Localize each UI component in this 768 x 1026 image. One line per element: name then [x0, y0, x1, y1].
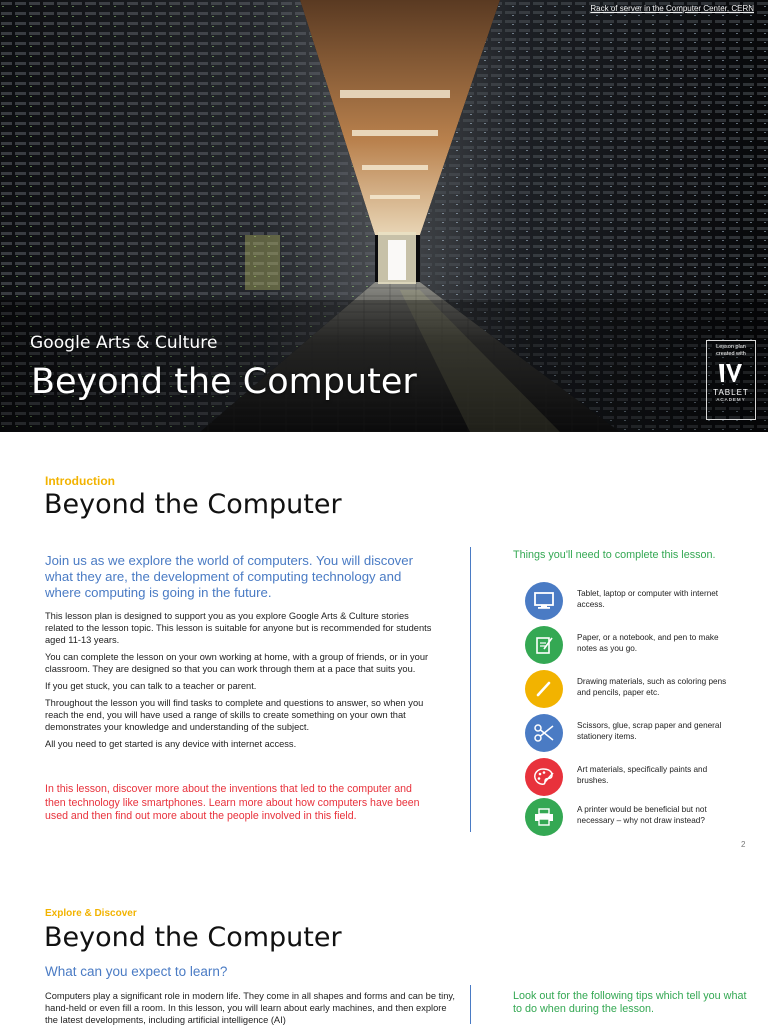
intro-title: Beyond the Computer	[44, 489, 342, 520]
palette-icon	[525, 758, 563, 796]
column-divider	[470, 985, 471, 1024]
column-divider	[470, 547, 471, 832]
scissors-icon	[525, 714, 563, 752]
printer-icon	[525, 798, 563, 836]
list-item	[525, 798, 765, 836]
list-item	[525, 626, 765, 664]
intro-paragraph: All you need to get started is any device with internet access.	[45, 739, 297, 749]
tablet-academy-logo-icon	[707, 364, 755, 387]
intro-lead: Join us as we explore the world of computers. You will discover what they are, the development of computing technology and where computing is going in the future.	[45, 553, 413, 600]
need-text: Scissors, glue, scrap paper and general stationery items.	[577, 721, 722, 741]
hero-image	[0, 0, 768, 432]
badge-name: TABLET	[713, 388, 749, 397]
list-item	[525, 582, 765, 620]
list-item	[525, 670, 765, 708]
pencil-icon	[525, 670, 563, 708]
badge-caption: Lesson plan created with	[716, 344, 746, 357]
intro-eyebrow: Introduction	[45, 474, 115, 488]
need-text: Paper, or a notebook, and pen to make notes as you go.	[577, 633, 719, 653]
badge-sub: ACADEMY	[716, 397, 746, 402]
tablet-academy-badge	[706, 340, 756, 420]
lesson-highlight: In this lesson, discover more about the inventions that led to the computer and then technology like smartphones. Learn more about how computers have been used and then find out more about the people involved in this field.	[45, 783, 420, 822]
list-item	[525, 758, 765, 796]
explore-subhead: What can you expect to learn?	[45, 964, 228, 979]
intro-paragraph: This lesson plan is designed to support you as you explore Google Arts & Culture stories related to the lesson topic. This lesson is suitable for anyone but is recommended for students aged 11-13 years.	[45, 611, 432, 645]
page-number: 2	[741, 840, 746, 849]
photo-credit-link[interactable]: Rack of server in the Computer Center, CERN	[590, 4, 754, 13]
explore-title: Beyond the Computer	[44, 922, 342, 953]
need-text: Art materials, specifically paints and brushes.	[577, 765, 708, 785]
need-text: Drawing materials, such as coloring pens and pencils, paper etc.	[577, 677, 727, 697]
list-item	[525, 714, 765, 752]
brand-logo: Google Arts & Culture	[30, 333, 218, 353]
hero-title: Beyond the Computer	[31, 362, 417, 402]
intro-body	[45, 610, 435, 755]
intro-paragraph: You can complete the lesson on your own working at home, with a group of friends, or in your classroom. They are designed so that you can work through them at a pace that suits you.	[45, 652, 429, 674]
notebook-icon	[525, 626, 563, 664]
need-text: A printer would be beneficial but not necessary – why not draw instead?	[577, 805, 707, 825]
needs-title: Things you'll need to complete this lesson.	[513, 549, 716, 561]
need-text: Tablet, laptop or computer with internet access.	[577, 589, 719, 609]
explore-body: Computers play a significant role in modern life. They come in all shapes and forms and can be tiny, hand-held or even fill a room. In this lesson, you will learn about early machines, and then explore the latest developments, including artificial intelligence (AI)	[45, 991, 455, 1025]
explore-eyebrow: Explore & Discover	[45, 908, 137, 919]
intro-paragraph: Throughout the lesson you will find tasks to complete and questions to answer, so when you reach the end, you will have used a range of skills to create something on your own that demonstrates your knowledge and understanding of the subject.	[45, 698, 424, 732]
intro-paragraph: If you get stuck, you can talk to a teacher or parent.	[45, 681, 257, 691]
tips-text: Look out for the following tips which tell you what to do when during the lesson.	[513, 990, 747, 1015]
computer-icon	[525, 582, 563, 620]
